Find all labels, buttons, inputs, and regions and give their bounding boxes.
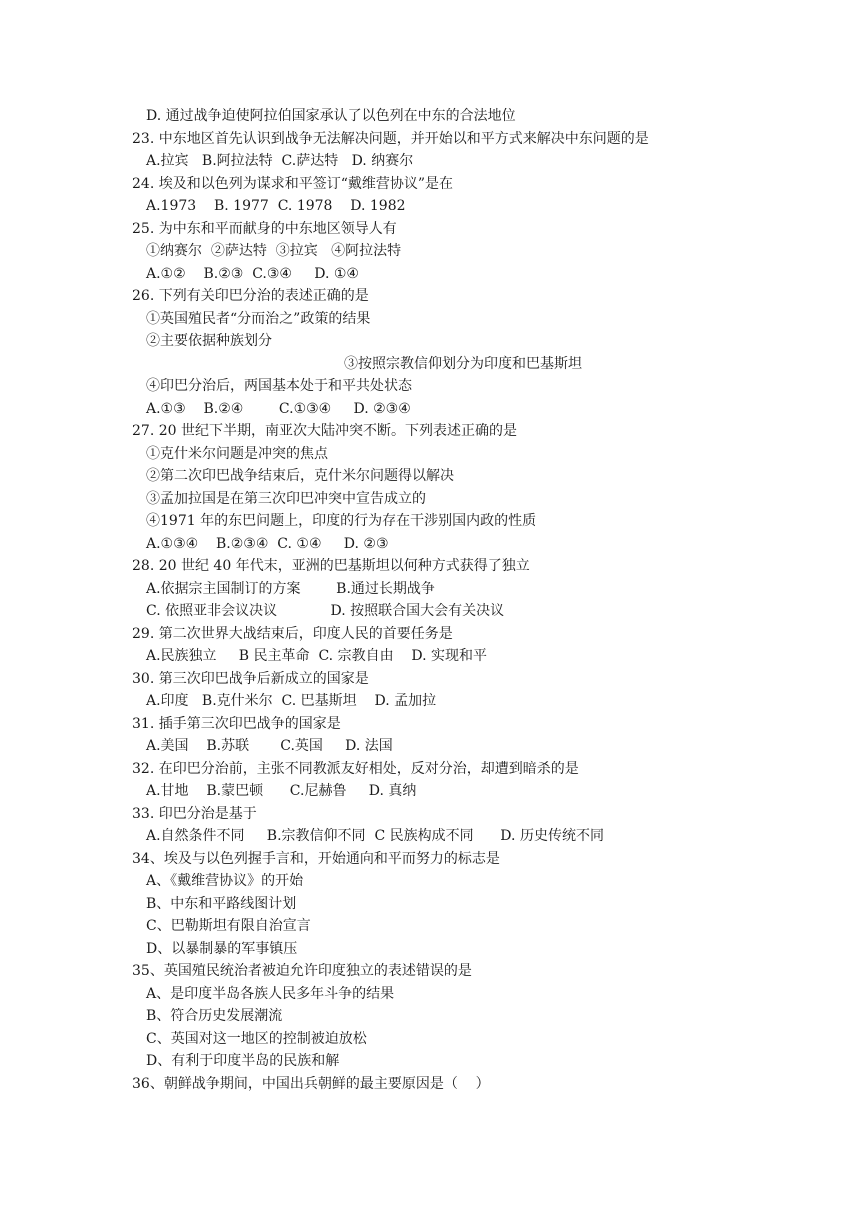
q27-options: A.①③④ B.②③④ C. ①④ D. ②③ [146, 536, 389, 552]
q36-stem: 36、朝鲜战争期间，中国出兵朝鲜的最主要原因是（ ） [132, 1076, 490, 1092]
q32-options: A.甘地 B.蒙巴顿 C.尼赫鲁 D. 真纳 [146, 783, 417, 799]
q35-option-a: A、是印度半岛各族人民多年斗争的结果 [146, 986, 395, 1002]
q28-options-cd: C. 依照亚非会议决议 D. 按照联合国大会有关决议 [146, 603, 505, 619]
q32-stem: 32. 在印巴分治前，主张不同教派友好相处，反对分治，却遭到暗杀的是 [132, 761, 579, 777]
q26-item-1: ①英国殖民者“分而治之”政策的结果 [146, 311, 371, 327]
q26-item-2: ②主要依据种族划分 [146, 333, 272, 349]
q22-option-d: D. 通过战争迫使阿拉伯国家承认了以色列在中东的合法地位 [146, 108, 516, 124]
q34-option-d: D、以暴制暴的军事镇压 [146, 941, 298, 957]
q28-options-ab: A.依据宗主国制订的方案 B.通过长期战争 [146, 581, 435, 597]
q28-stem: 28. 20 世纪 40 年代末，亚洲的巴基斯坦以何种方式获得了独立 [132, 558, 530, 574]
q35-option-b: B、符合历史发展潮流 [146, 1008, 283, 1024]
q25-stem: 25. 为中东和平而献身的中东地区领导人有 [132, 221, 397, 237]
q26-item-4: ④印巴分治后，两国基本处于和平共处状态 [146, 378, 412, 394]
q31-options: A.美国 B.苏联 C.英国 D. 法国 [146, 738, 393, 754]
q34-option-b: B、中东和平路线图计划 [146, 896, 297, 912]
q23-stem: 23. 中东地区首先认识到战争无法解决问题，并开始以和平方式来解决中东问题的是 [132, 131, 649, 147]
q33-stem: 33. 印巴分治是基于 [132, 806, 257, 822]
q27-stem: 27. 20 世纪下半期，南亚次大陆冲突不断。下列表述正确的是 [132, 423, 517, 439]
q31-stem: 31. 插手第三次印巴战争的国家是 [132, 716, 341, 732]
q23-options: A.拉宾 B.阿拉法特 C.萨达特 D. 纳赛尔 [146, 153, 414, 169]
q34-option-c: C、巴勒斯坦有限自治宣言 [146, 918, 311, 934]
q29-stem: 29. 第二次世界大战结束后，印度人民的首要任务是 [132, 626, 453, 642]
q25-items: ①纳赛尔 ②萨达特 ③拉宾 ④阿拉法特 [146, 243, 402, 259]
q33-options: A.自然条件不同 B.宗教信仰不同 C 民族构成不同 D. 历史传统不同 [146, 828, 604, 844]
q34-option-a: A、《戴维营协议》的开始 [146, 873, 304, 889]
q30-options: A.印度 B.克什米尔 C. 巴基斯坦 D. 孟加拉 [146, 693, 437, 709]
q24-stem: 24. 埃及和以色列为谋求和平签订“戴维营协议”是在 [132, 176, 454, 192]
q30-stem: 30. 第三次印巴战争后新成立的国家是 [132, 671, 369, 687]
q35-stem: 35、英国殖民统治者被迫允许印度独立的表述错误的是 [132, 963, 472, 979]
q27-item-2: ②第二次印巴战争结束后，克什米尔问题得以解决 [146, 468, 454, 484]
q24-options: A.1973 B. 1977 C. 1978 D. 1982 [146, 198, 406, 214]
q35-option-d: D、有利于印度半岛的民族和解 [146, 1053, 340, 1069]
q29-options: A.民族独立 B 民主革命 C. 宗教自由 D. 实现和平 [146, 648, 487, 664]
q26-stem: 26. 下列有关印巴分治的表述正确的是 [132, 288, 369, 304]
q27-item-1: ①克什米尔问题是冲突的焦点 [146, 446, 328, 462]
q35-option-c: C、英国对这一地区的控制被迫放松 [146, 1031, 367, 1047]
q26-item-3: ③按照宗教信仰划分为印度和巴基斯坦 [344, 356, 582, 372]
q27-item-4: ④1971 年的东巴问题上，印度的行为存在干涉别国内政的性质 [146, 513, 537, 529]
q34-stem: 34、埃及与以色列握手言和，开始通向和平而努力的标志是 [132, 851, 500, 867]
q25-options: A.①② B.②③ C.③④ D. ①④ [146, 266, 359, 282]
q26-options: A.①③ B.②④ C.①③④ D. ②③④ [146, 401, 411, 417]
q27-item-3: ③孟加拉国是在第三次印巴冲突中宣告成立的 [146, 491, 426, 507]
